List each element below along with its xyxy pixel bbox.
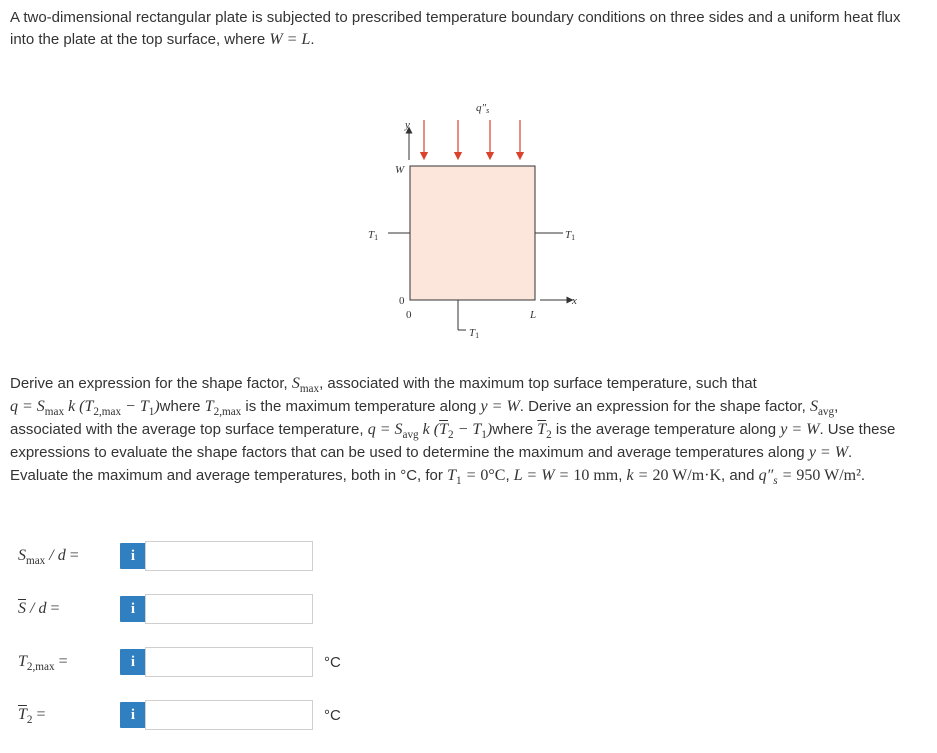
text: , associated with the maximum top surface temperature, such that bbox=[319, 375, 757, 392]
t2max-symbol: $T_{2,max}$ bbox=[204, 398, 242, 419]
y-label: y bbox=[405, 119, 410, 131]
x-label: x bbox=[572, 295, 577, 307]
l-label: L bbox=[530, 309, 537, 321]
unit-label: °C bbox=[324, 654, 341, 671]
text: is the average temperature along bbox=[551, 421, 781, 438]
answer-label-t2avg: $\overline{T}_2$ = bbox=[18, 706, 46, 727]
text: Derive an expression for the shape factor, bbox=[10, 375, 292, 392]
text: is the maximum temperature along bbox=[241, 398, 481, 415]
heat-flux-label: q″s bbox=[476, 102, 490, 115]
answer-label-smax: $S_{max}$ / d = bbox=[18, 547, 79, 568]
intro-end: . bbox=[310, 31, 315, 48]
text: , bbox=[505, 467, 514, 484]
t1-bottom-label: T1 bbox=[469, 327, 480, 340]
intro-part: A two-dimensional rectangular plate is subjected to prescribed temperature boundary conditions on three sides and a uniform heat flux into the plate at the top surface, where bbox=[10, 9, 901, 48]
equation-1: $q = S_{max}$ k $(T_{2,max} - T_1)$ bbox=[10, 398, 160, 419]
text: . bbox=[860, 467, 866, 484]
w-label: W bbox=[395, 164, 405, 176]
intro-eq: W = L bbox=[269, 31, 311, 48]
t2avg-input[interactable] bbox=[145, 700, 313, 730]
t2bar-symbol: $\overline{T}_2$ bbox=[537, 421, 552, 442]
t1-right-label: T1 bbox=[565, 229, 576, 242]
answer-label-t2max: $T_{2,max}$ = bbox=[18, 653, 68, 674]
text: , bbox=[618, 467, 627, 484]
t2max-input[interactable] bbox=[145, 647, 313, 677]
info-icon[interactable]: i bbox=[120, 543, 146, 569]
origin-x-label: 0 bbox=[406, 309, 412, 321]
plate bbox=[410, 166, 535, 300]
problem-text bbox=[10, 372, 935, 487]
equation-2: $q = S_{avg}$ k $(\overline{T}_2 - T_1)$ bbox=[367, 421, 493, 442]
text: . Use these expressions to evaluate the shape factors that can be used to determine the maximum and average temperatures along bbox=[10, 421, 896, 461]
savg-input[interactable] bbox=[145, 594, 313, 624]
text: . bbox=[848, 444, 853, 461]
text: where bbox=[492, 421, 538, 438]
info-icon[interactable]: i bbox=[120, 702, 146, 728]
text: , bbox=[834, 398, 839, 415]
text: . Derive an expression for the shape factor, bbox=[519, 398, 810, 415]
text: , and bbox=[721, 467, 759, 484]
text: where bbox=[159, 398, 205, 415]
eq-y-w: y = W bbox=[480, 398, 520, 415]
answer-label-savg: $\overline{S}$ / d = bbox=[18, 600, 60, 617]
value-q: $q''_s = 950$ W/m² bbox=[758, 467, 861, 488]
smax-input[interactable] bbox=[145, 541, 313, 571]
info-icon[interactable]: i bbox=[120, 596, 146, 622]
text: Evaluate the maximum and average temperatures, both in °C, for bbox=[10, 467, 448, 484]
value-k: k = 20 W/m·K bbox=[626, 467, 722, 484]
smax-symbol: $S_{max}$ bbox=[291, 375, 320, 396]
eq-y-w: y = W bbox=[808, 444, 849, 461]
text: associated with the average top surface temperature, bbox=[10, 421, 368, 438]
savg-symbol: $S_{avg}$ bbox=[809, 398, 835, 419]
unit-label: °C bbox=[324, 707, 341, 724]
value-l-w: L = W = 10 mm bbox=[513, 467, 619, 484]
value-t1: $T_1 = 0^\circ C$ bbox=[447, 467, 506, 488]
info-icon[interactable]: i bbox=[120, 649, 146, 675]
t1-left-label: T1 bbox=[368, 229, 379, 242]
plate-figure bbox=[0, 0, 937, 360]
origin-y-label: 0 bbox=[399, 295, 405, 307]
eq-y-w: y = W bbox=[780, 421, 820, 438]
